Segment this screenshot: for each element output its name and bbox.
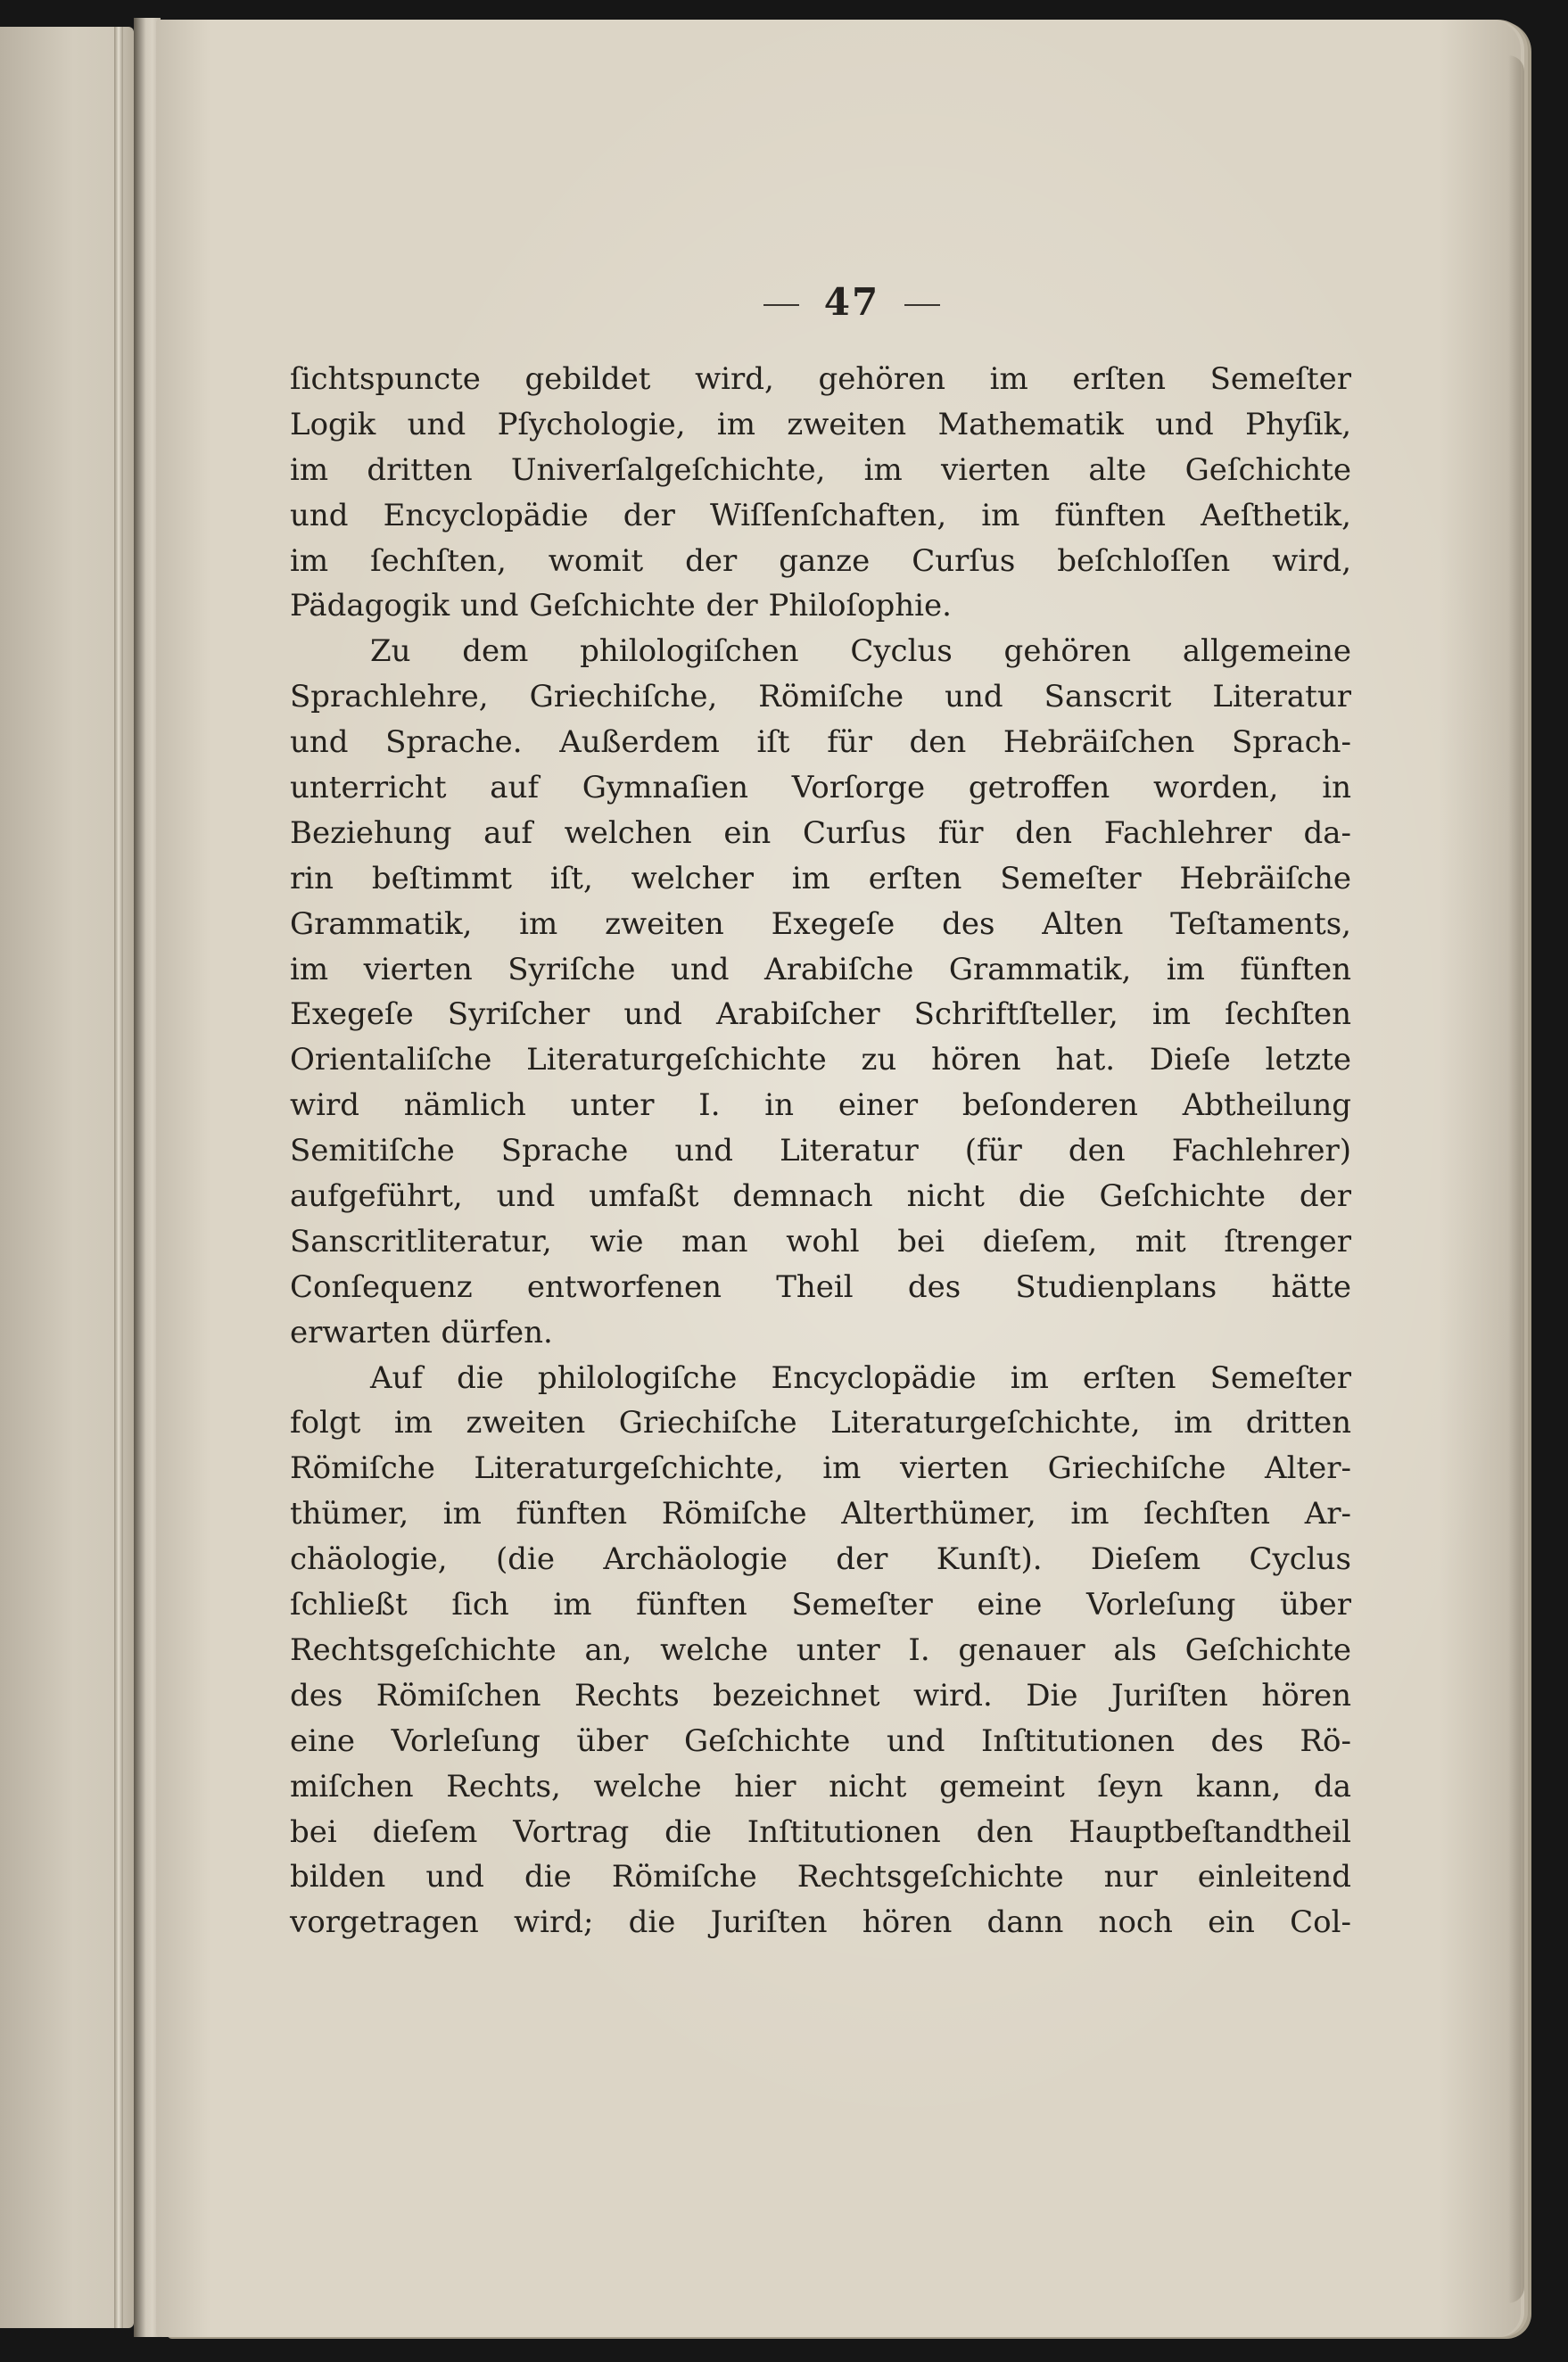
paragraph-start-line: Zu dem philologiſchen Cyclus gehören allgemeine xyxy=(370,633,1351,670)
text-line: und Sprache. Außerdem iſt für den Hebräiſchen Sprach- xyxy=(290,724,1351,761)
header-dash-right xyxy=(904,304,940,306)
text-line: des Römiſchen Rechts bezeichnet wird. Die Juriſten hören xyxy=(290,1677,1351,1714)
text-line: im vierten Syriſche und Arabiſche Grammatik, im fünften xyxy=(290,951,1351,987)
header-dash-left xyxy=(763,304,799,306)
paragraph-start-line: Auf die philologiſche Encyclopädie im erſten Semeſter xyxy=(370,1359,1351,1396)
text-line: im ſechſten, womit der ganze Curſus beſchloſſen wird, xyxy=(290,542,1351,579)
text-line: Römiſche Literaturgeſchichte, im vierten Griechiſche Alter- xyxy=(290,1450,1351,1487)
text-line: eine Vorleſung über Geſchichte und Inſtitutionen des Rö- xyxy=(290,1722,1351,1759)
text-line: miſchen Rechts, welche hier nicht gemeint ſeyn kann, da xyxy=(290,1768,1351,1805)
left-page-fore-edge xyxy=(114,27,123,2328)
page-number: 47 xyxy=(823,280,880,324)
text-line: Beziehung auf welchen ein Curſus für den Fachlehrer da- xyxy=(290,814,1351,851)
text-line: erwarten dürfen. xyxy=(290,1314,553,1350)
text-line: Pädagogik und Geſchichte der Philoſophie. xyxy=(290,588,952,624)
page-header xyxy=(156,280,1547,324)
text-line: Exegeſe Syriſcher und Arabiſcher Schriftſteller, im ſechſten xyxy=(290,996,1351,1033)
text-line: Sanscritliteratur, wie man wohl bei dieſem, mit ſtrenger xyxy=(290,1223,1351,1259)
right-page xyxy=(156,20,1521,2337)
text-line: Logik und Pſychologie, im zweiten Mathematik und Phyſik, xyxy=(290,406,1351,442)
text-line: vorgetragen wird; die Juriſten hören dann noch ein Col- xyxy=(290,1904,1351,1941)
text-line: bilden und die Römiſche Rechtsgeſchichte nur einleitend xyxy=(290,1859,1351,1895)
text-line: Semitiſche Sprache und Literatur (für den Fachlehrer) xyxy=(290,1133,1351,1169)
text-line: unterricht auf Gymnaſien Vorſorge getroffen worden, in xyxy=(290,770,1351,806)
text-line: Rechtsgeſchichte an, welche unter I. genauer als Geſchichte xyxy=(290,1631,1351,1668)
text-line: folgt im zweiten Griechiſche Literaturgeſchichte, im dritten xyxy=(290,1405,1351,1441)
text-line: rin beſtimmt iſt, welcher im erſten Semeſter Hebräiſche xyxy=(290,860,1351,896)
text-line: Sprachlehre, Griechiſche, Römiſche und Sanscrit Literatur xyxy=(290,679,1351,715)
text-line: Orientaliſche Literaturgeſchichte zu hören hat. Dieſe letzte xyxy=(290,1042,1351,1078)
text-line: wird nämlich unter I. in einer beſonderen Abtheilung xyxy=(290,1087,1351,1124)
text-line: aufgeführt, und umfaßt demnach nicht die Geſchichte der xyxy=(290,1178,1351,1215)
text-line: Conſequenz entworfenen Theil des Studienplans hätte xyxy=(290,1268,1351,1305)
text-line: Grammatik, im zweiten Exegeſe des Alten Teſtaments, xyxy=(290,905,1351,942)
text-line: im dritten Univerſalgeſchichte, im vierten alte Geſchichte xyxy=(290,451,1351,488)
text-line: thümer, im fünften Römiſche Alterthümer, im ſechſten Ar- xyxy=(290,1496,1351,1532)
text-line: ſchließt ſich im fünften Semeſter eine Vorleſung über xyxy=(290,1587,1351,1623)
page-edge-shadow xyxy=(1508,55,1524,2303)
text-line: und Encyclopädie der Wiſſenſchaften, im fünften Aeſthetik, xyxy=(290,497,1351,533)
text-line: chäologie, (die Archäologie der Kunſt). Dieſem Cyclus xyxy=(290,1541,1351,1578)
text-line: ſichtspuncte gebildet wird, gehören im erſten Semeſter xyxy=(290,361,1351,397)
body-text xyxy=(290,357,1351,1945)
text-line: bei dieſem Vortrag die Inſtitutionen den Hauptbeſtandtheil xyxy=(290,1813,1351,1850)
